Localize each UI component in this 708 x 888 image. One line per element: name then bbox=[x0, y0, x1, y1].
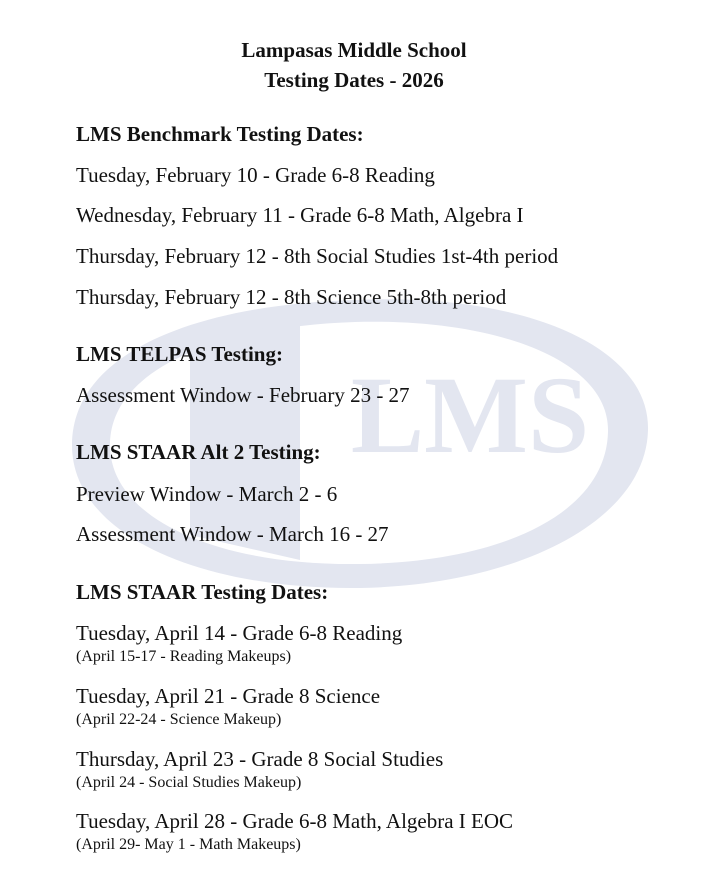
document-subtitle: Testing Dates - 2026 bbox=[264, 68, 444, 92]
staar-makeup-note: (April 22-24 - Science Makeup) bbox=[76, 711, 282, 728]
staar-item: Tuesday, April 21 - Grade 8 Science bbox=[76, 684, 381, 708]
benchmark-heading: LMS Benchmark Testing Dates: bbox=[76, 122, 364, 146]
benchmark-item: Wednesday, February 11 - Grade 6-8 Math, Algebra I bbox=[76, 203, 524, 227]
staar-item: Thursday, April 23 - Grade 8 Social Studies bbox=[76, 747, 444, 771]
staar-heading: LMS STAAR Testing Dates: bbox=[76, 580, 329, 604]
staar-makeup-note: (April 29- May 1 - Math Makeups) bbox=[76, 836, 301, 853]
lms-logo-text: LMS bbox=[350, 354, 590, 476]
staar-item: Tuesday, April 14 - Grade 6-8 Reading bbox=[76, 621, 403, 645]
benchmark-item: Tuesday, February 10 - Grade 6-8 Reading bbox=[76, 163, 435, 187]
telpas-heading: LMS TELPAS Testing: bbox=[76, 342, 283, 366]
staar-alt2-item: Assessment Window - March 16 - 27 bbox=[76, 522, 389, 546]
benchmark-item: Thursday, February 12 - 8th Social Studies 1st-4th period bbox=[76, 244, 559, 268]
staar-item: Tuesday, April 28 - Grade 6-8 Math, Algebra I EOC bbox=[76, 809, 514, 833]
telpas-item: Assessment Window - February 23 - 27 bbox=[76, 383, 410, 407]
staar-alt2-heading: LMS STAAR Alt 2 Testing: bbox=[76, 440, 321, 464]
staar-makeup-note: (April 24 - Social Studies Makeup) bbox=[76, 774, 302, 791]
staar-makeup-note: (April 15-17 - Reading Makeups) bbox=[76, 648, 292, 665]
staar-alt2-item: Preview Window - March 2 - 6 bbox=[76, 482, 338, 506]
benchmark-item: Thursday, February 12 - 8th Science 5th-8th period bbox=[76, 285, 507, 309]
school-name-title: Lampasas Middle School bbox=[241, 38, 467, 62]
